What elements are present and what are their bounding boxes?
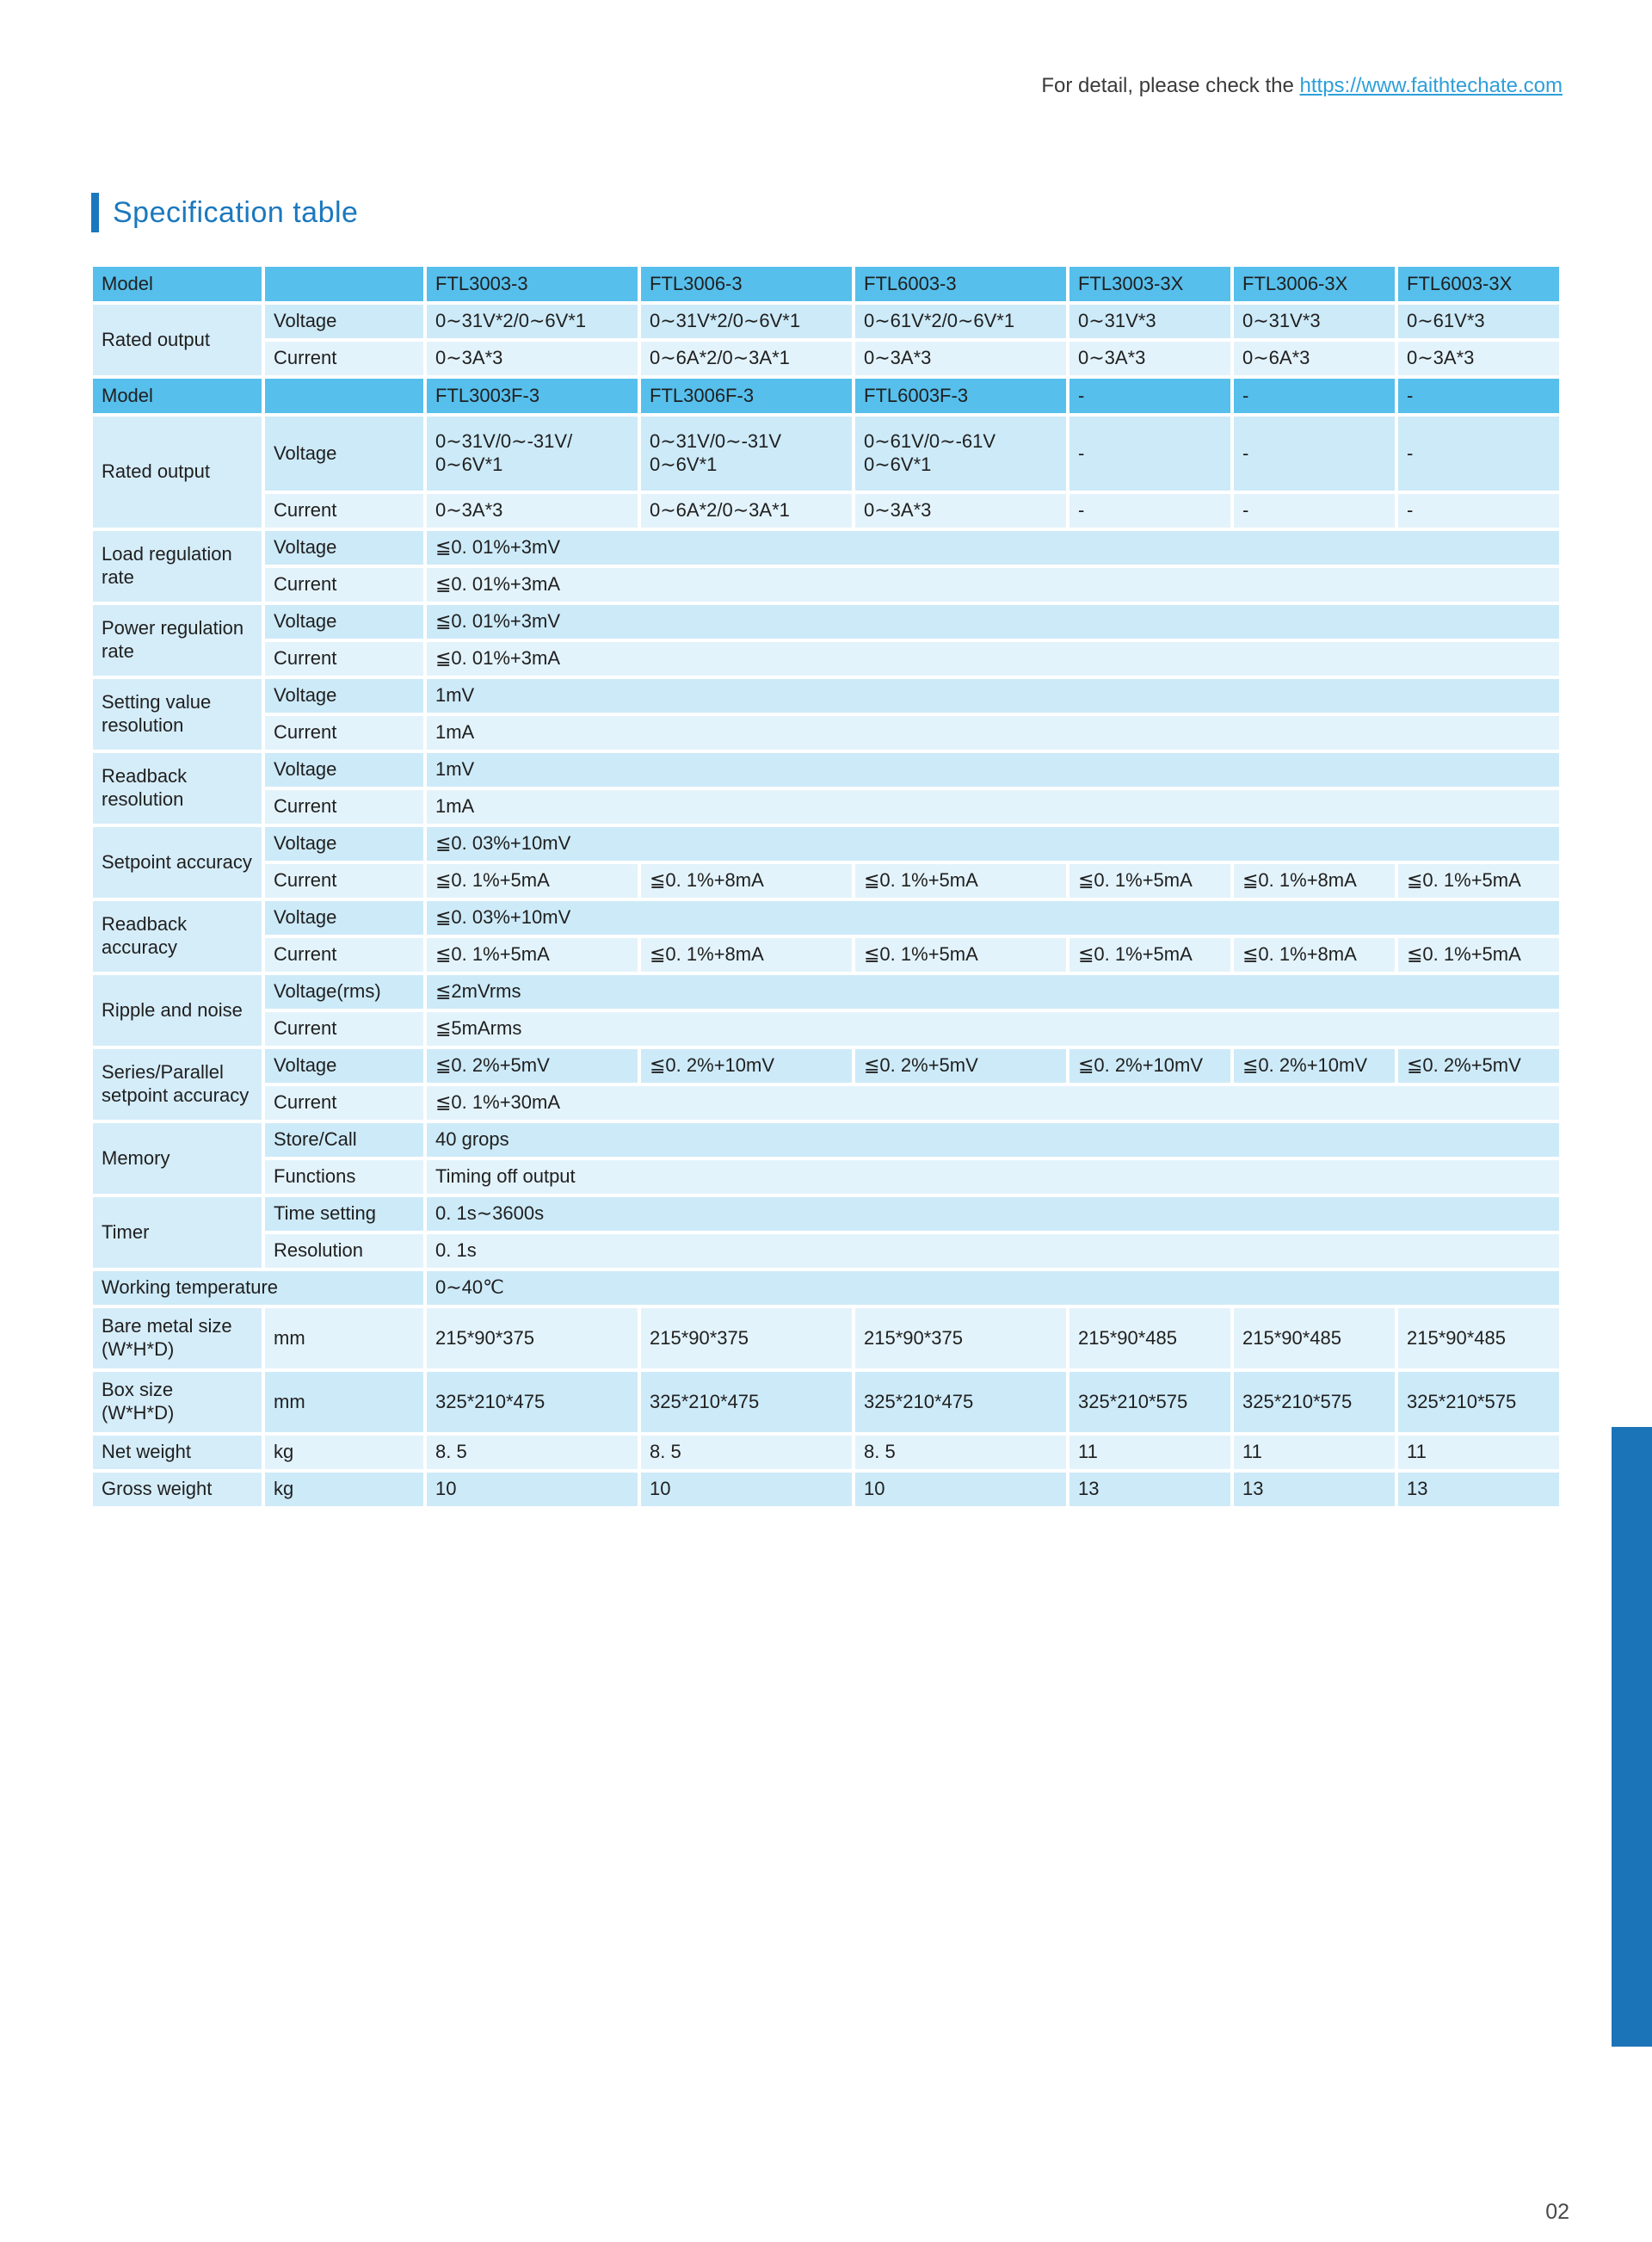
value-cell: Voltage — [265, 305, 423, 338]
value-cell: Current — [265, 1086, 423, 1120]
table-row — [93, 1012, 1559, 1046]
value-cell: ≦0. 2%+10mV — [1069, 1049, 1230, 1083]
header-cell: FTL6003F-3 — [855, 379, 1066, 413]
value-cell: ≦0. 1%+5mA — [1398, 864, 1559, 898]
category-cell: Gross weight — [93, 1473, 262, 1506]
value-cell: Resolution — [265, 1234, 423, 1268]
table-row — [93, 568, 1559, 602]
header-cell: FTL3003F-3 — [427, 379, 638, 413]
value-cell: Voltage(rms) — [265, 975, 423, 1009]
table-row — [93, 1086, 1559, 1120]
value-cell: Current — [265, 864, 423, 898]
table-row — [93, 864, 1559, 898]
value-cell: 40 grops — [427, 1123, 1559, 1157]
value-cell: - — [1069, 417, 1230, 491]
table-row — [93, 1049, 1559, 1083]
title-accent-bar — [91, 193, 99, 232]
section-title — [91, 193, 358, 232]
table-row — [93, 938, 1559, 972]
value-cell: 325*210*475 — [427, 1372, 638, 1432]
header-cell: FTL6003-3X — [1398, 267, 1559, 301]
header-cell: - — [1398, 379, 1559, 413]
value-cell: Functions — [265, 1160, 423, 1194]
value-cell: 0∼31V*3 — [1234, 305, 1395, 338]
header-cell: Model — [93, 267, 262, 301]
value-cell: 1mV — [427, 679, 1559, 713]
value-cell: 8. 5 — [855, 1436, 1066, 1469]
table-row — [93, 1372, 1559, 1432]
value-cell: 0∼31V*3 — [1069, 305, 1230, 338]
value-cell: Store/Call — [265, 1123, 423, 1157]
value-cell: 13 — [1234, 1473, 1395, 1506]
category-cell: Readback resolution — [93, 753, 262, 824]
category-cell: Ripple and noise — [93, 975, 262, 1046]
value-cell: Current — [265, 642, 423, 676]
value-cell: ≦0. 2%+10mV — [1234, 1049, 1395, 1083]
table-row — [93, 417, 1559, 491]
header-note — [1041, 74, 1563, 98]
value-cell: - — [1234, 417, 1395, 491]
value-cell: Current — [265, 568, 423, 602]
value-cell: Timing off output — [427, 1160, 1559, 1194]
value-cell: 0∼3A*3 — [1398, 342, 1559, 375]
table-row — [93, 642, 1559, 676]
value-cell: mm — [265, 1372, 423, 1432]
value-cell: 0∼31V/0∼-31V 0∼6V*1 — [641, 417, 852, 491]
value-cell: ≦0. 1%+30mA — [427, 1086, 1559, 1120]
value-cell: ≦0. 03%+10mV — [427, 901, 1559, 935]
value-cell: Current — [265, 342, 423, 375]
table-row — [93, 1436, 1559, 1469]
value-cell: Current — [265, 494, 423, 528]
table-row — [93, 267, 1559, 301]
value-cell: ≦0. 01%+3mA — [427, 568, 1559, 602]
value-cell: ≦0. 1%+5mA — [1069, 864, 1230, 898]
value-cell: ≦0. 1%+8mA — [1234, 938, 1395, 972]
value-cell: 215*90*375 — [855, 1308, 1066, 1368]
value-cell: 0∼31V*2/0∼6V*1 — [427, 305, 638, 338]
value-cell: 10 — [641, 1473, 852, 1506]
value-cell: ≦0. 01%+3mV — [427, 605, 1559, 639]
table-row — [93, 342, 1559, 375]
header-cell — [265, 379, 423, 413]
value-cell: ≦0. 1%+8mA — [1234, 864, 1395, 898]
value-cell: 325*210*575 — [1234, 1372, 1395, 1432]
value-cell: 0∼61V*3 — [1398, 305, 1559, 338]
value-cell: 11 — [1234, 1436, 1395, 1469]
table-row — [93, 1160, 1559, 1194]
page-number: 02 — [1545, 2200, 1569, 2224]
value-cell: Voltage — [265, 1049, 423, 1083]
value-cell: 0∼3A*3 — [427, 494, 638, 528]
value-cell: 0∼3A*3 — [855, 342, 1066, 375]
value-cell: ≦0. 1%+5mA — [427, 864, 638, 898]
header-cell: FTL3006F-3 — [641, 379, 852, 413]
category-cell: Rated output — [93, 305, 262, 375]
value-cell: ≦0. 2%+10mV — [641, 1049, 852, 1083]
table-row — [93, 305, 1559, 338]
table-row — [93, 1473, 1559, 1506]
value-cell: 325*210*575 — [1398, 1372, 1559, 1432]
value-cell: - — [1069, 494, 1230, 528]
value-cell: 215*90*485 — [1069, 1308, 1230, 1368]
category-cell: Timer — [93, 1197, 262, 1268]
value-cell: 0∼6A*2/0∼3A*1 — [641, 494, 852, 528]
header-cell: FTL3006-3X — [1234, 267, 1395, 301]
table-row — [93, 716, 1559, 750]
value-cell: ≦0. 2%+5mV — [427, 1049, 638, 1083]
value-cell: 0∼61V/0∼-61V 0∼6V*1 — [855, 417, 1066, 491]
category-cell: Readback accuracy — [93, 901, 262, 972]
page-title: Specification table — [113, 195, 359, 229]
category-cell: Bare metal size (W*H*D) — [93, 1308, 262, 1368]
table-row — [93, 605, 1559, 639]
value-cell: 0∼3A*3 — [1069, 342, 1230, 375]
value-cell: 13 — [1398, 1473, 1559, 1506]
value-cell: Current — [265, 1012, 423, 1046]
value-cell: 215*90*485 — [1398, 1308, 1559, 1368]
header-link[interactable]: https://www.faithtechate.com — [1299, 74, 1563, 97]
value-cell: Voltage — [265, 679, 423, 713]
table-row — [93, 531, 1559, 565]
value-cell: 325*210*575 — [1069, 1372, 1230, 1432]
value-cell: 0∼61V*2/0∼6V*1 — [855, 305, 1066, 338]
value-cell: Voltage — [265, 753, 423, 787]
value-cell: 10 — [427, 1473, 638, 1506]
category-cell: Rated output — [93, 417, 262, 528]
header-cell: - — [1234, 379, 1395, 413]
value-cell: Voltage — [265, 605, 423, 639]
table-row — [93, 975, 1559, 1009]
category-cell: Net weight — [93, 1436, 262, 1469]
category-cell: Setpoint accuracy — [93, 827, 262, 898]
value-cell: 11 — [1069, 1436, 1230, 1469]
category-cell: Setting value resolution — [93, 679, 262, 750]
value-cell: ≦0. 1%+8mA — [641, 864, 852, 898]
table-row — [93, 1197, 1559, 1231]
value-cell: 10 — [855, 1473, 1066, 1506]
value-cell: 215*90*375 — [641, 1308, 852, 1368]
value-cell: 0. 1s∼3600s — [427, 1197, 1559, 1231]
value-cell: 215*90*375 — [427, 1308, 638, 1368]
header-cell: Model — [93, 379, 262, 413]
table-row — [93, 1123, 1559, 1157]
value-cell: 1mA — [427, 790, 1559, 824]
header-cell: FTL3006-3 — [641, 267, 852, 301]
value-cell: mm — [265, 1308, 423, 1368]
value-cell: ≦0. 1%+5mA — [1398, 938, 1559, 972]
value-cell: 0∼40℃ — [427, 1271, 1559, 1305]
value-cell: ≦0. 1%+8mA — [641, 938, 852, 972]
value-cell: ≦5mArms — [427, 1012, 1559, 1046]
value-cell: 0. 1s — [427, 1234, 1559, 1268]
spec-table — [89, 263, 1563, 1510]
value-cell: Current — [265, 790, 423, 824]
value-cell: Working temperature — [93, 1271, 423, 1305]
value-cell: - — [1398, 417, 1559, 491]
value-cell: kg — [265, 1436, 423, 1469]
value-cell: 1mA — [427, 716, 1559, 750]
value-cell: 8. 5 — [427, 1436, 638, 1469]
value-cell: ≦0. 1%+5mA — [855, 864, 1066, 898]
value-cell: Voltage — [265, 531, 423, 565]
value-cell: ≦2mVrms — [427, 975, 1559, 1009]
value-cell: 8. 5 — [641, 1436, 852, 1469]
value-cell: - — [1398, 494, 1559, 528]
header-cell: - — [1069, 379, 1230, 413]
table-row — [93, 679, 1559, 713]
value-cell: Current — [265, 938, 423, 972]
category-cell: Memory — [93, 1123, 262, 1194]
value-cell: ≦0. 1%+5mA — [1069, 938, 1230, 972]
category-cell: Load regulation rate — [93, 531, 262, 602]
header-cell: FTL3003-3 — [427, 267, 638, 301]
header-note-text: For detail, please check the — [1041, 74, 1300, 97]
value-cell: 325*210*475 — [641, 1372, 852, 1432]
value-cell: 0∼3A*3 — [427, 342, 638, 375]
value-cell: 215*90*485 — [1234, 1308, 1395, 1368]
value-cell: ≦0. 2%+5mV — [855, 1049, 1066, 1083]
side-accent-bar — [1612, 1427, 1652, 2047]
value-cell: 0∼31V*2/0∼6V*1 — [641, 305, 852, 338]
category-cell: Box size (W*H*D) — [93, 1372, 262, 1432]
value-cell: 13 — [1069, 1473, 1230, 1506]
value-cell: Time setting — [265, 1197, 423, 1231]
value-cell: Current — [265, 716, 423, 750]
value-cell: Voltage — [265, 901, 423, 935]
value-cell: 0∼31V/0∼-31V/ 0∼6V*1 — [427, 417, 638, 491]
value-cell: 0∼3A*3 — [855, 494, 1066, 528]
header-cell: FTL3003-3X — [1069, 267, 1230, 301]
value-cell: Voltage — [265, 827, 423, 861]
table-row — [93, 753, 1559, 787]
value-cell: ≦0. 01%+3mA — [427, 642, 1559, 676]
value-cell: ≦0. 1%+5mA — [427, 938, 638, 972]
table-row — [93, 827, 1559, 861]
table-row — [93, 1234, 1559, 1268]
value-cell: ≦0. 03%+10mV — [427, 827, 1559, 861]
table-row — [93, 1308, 1559, 1368]
value-cell: 1mV — [427, 753, 1559, 787]
value-cell: Voltage — [265, 417, 423, 491]
value-cell: 325*210*475 — [855, 1372, 1066, 1432]
value-cell: ≦0. 1%+5mA — [855, 938, 1066, 972]
value-cell: kg — [265, 1473, 423, 1506]
value-cell: 0∼6A*3 — [1234, 342, 1395, 375]
table-row — [93, 901, 1559, 935]
header-cell: FTL6003-3 — [855, 267, 1066, 301]
table-row — [93, 1271, 1559, 1305]
value-cell: 11 — [1398, 1436, 1559, 1469]
value-cell: ≦0. 01%+3mV — [427, 531, 1559, 565]
header-cell — [265, 267, 423, 301]
category-cell: Series/Parallel setpoint accuracy — [93, 1049, 262, 1120]
value-cell: 0∼6A*2/0∼3A*1 — [641, 342, 852, 375]
table-row — [93, 790, 1559, 824]
value-cell: - — [1234, 494, 1395, 528]
table-row — [93, 379, 1559, 413]
value-cell: ≦0. 2%+5mV — [1398, 1049, 1559, 1083]
table-row — [93, 494, 1559, 528]
category-cell: Power regulation rate — [93, 605, 262, 676]
